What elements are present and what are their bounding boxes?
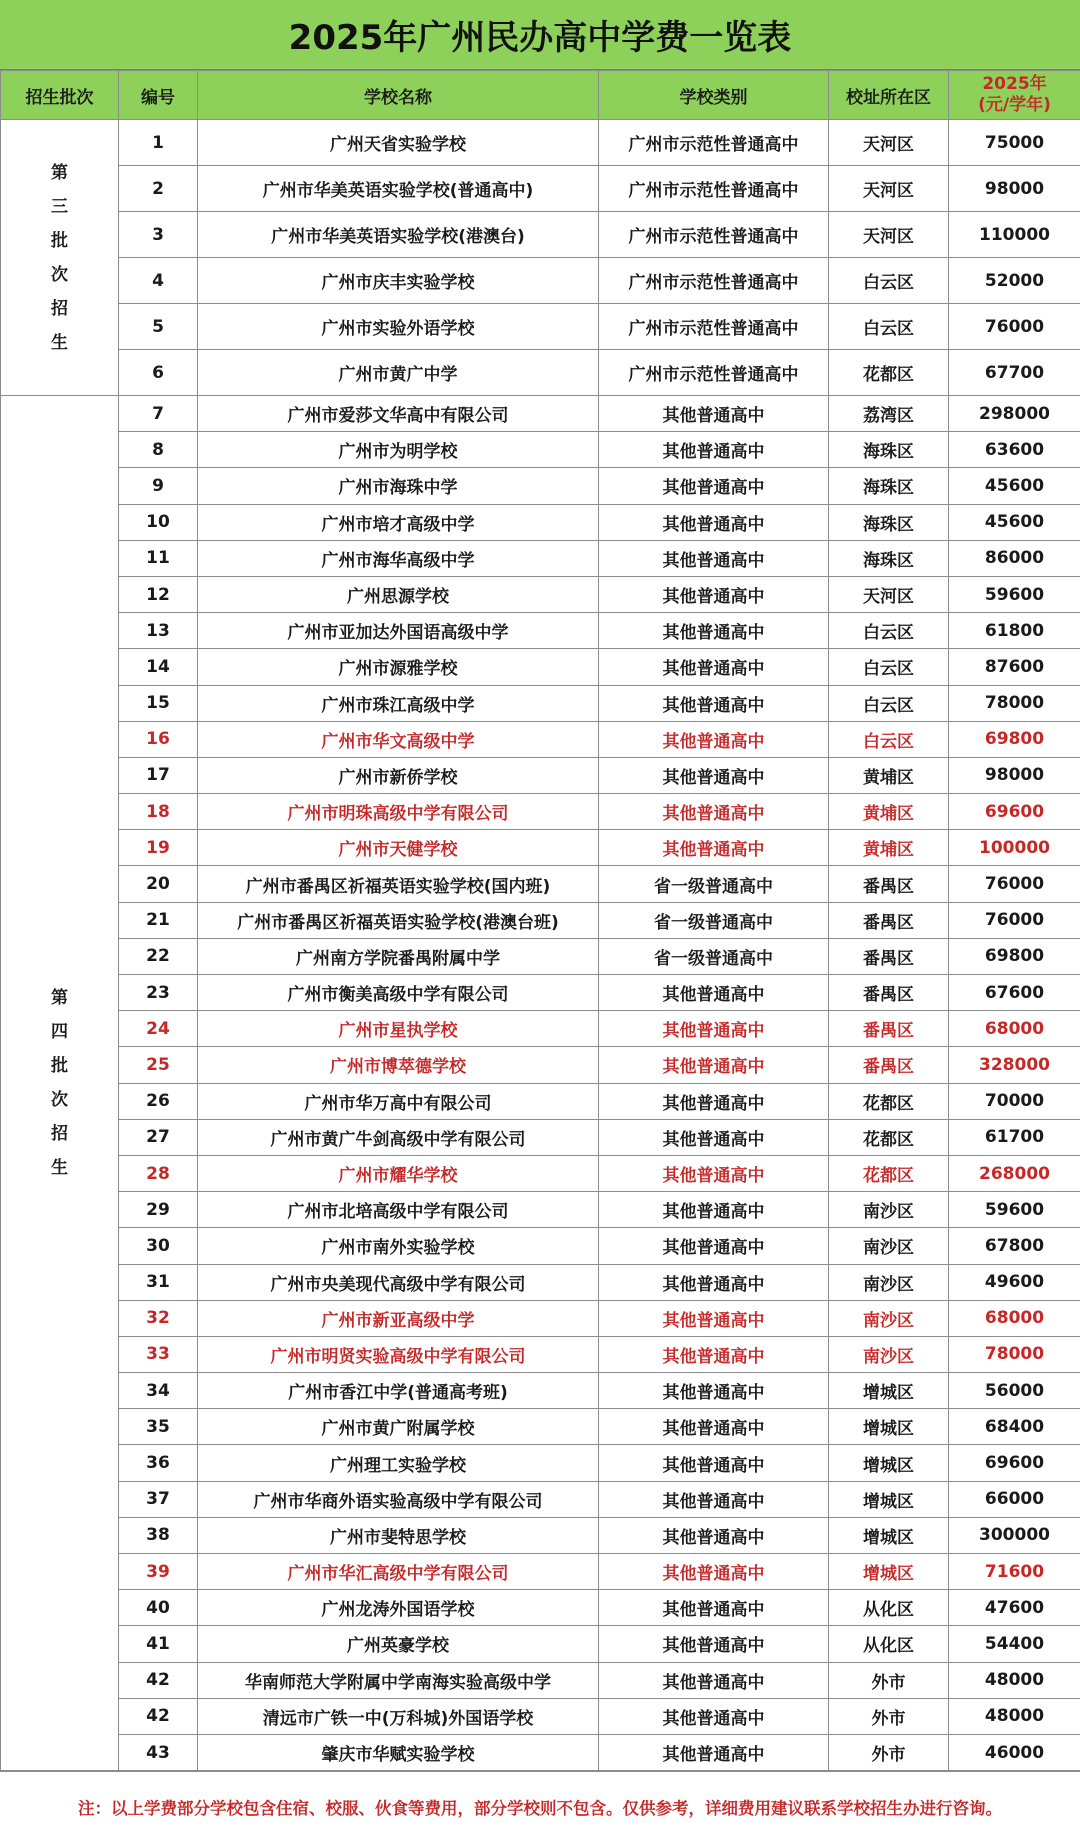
batch-char: 批 xyxy=(51,230,68,251)
table-row xyxy=(1,1626,1080,1662)
cell-district: 外市 xyxy=(829,1698,949,1734)
table-row xyxy=(1,1481,1080,1517)
table-row xyxy=(1,1554,1080,1590)
cell-school-type: 其他普通高中 xyxy=(599,1554,829,1590)
batch-char: 第 xyxy=(51,988,68,1009)
table-row xyxy=(1,1590,1080,1626)
cell-school-name: 广州市实验外语学校 xyxy=(198,304,599,350)
table-row xyxy=(1,1734,1080,1770)
table-row xyxy=(1,685,1080,721)
cell-school-name: 广州市庆丰实验学校 xyxy=(198,258,599,304)
cell-school-name: 广州市爱莎文华高中有限公司 xyxy=(198,396,599,432)
table-row xyxy=(1,1373,1080,1409)
cell-district: 增城区 xyxy=(829,1554,949,1590)
cell-district: 天河区 xyxy=(829,576,949,612)
cell-school-type: 省一级普通高中 xyxy=(599,866,829,902)
header-district: 校址所在区 xyxy=(829,71,949,120)
cell-district: 增城区 xyxy=(829,1445,949,1481)
cell-school-name: 广州市博萃德学校 xyxy=(198,1047,599,1083)
table-row xyxy=(1,540,1080,576)
cell-school-type: 其他普通高中 xyxy=(599,1626,829,1662)
cell-school-name: 广州市番禺区祈福英语实验学校(国内班) xyxy=(198,866,599,902)
table-row xyxy=(1,1662,1080,1698)
cell-district: 天河区 xyxy=(829,212,949,258)
table-row xyxy=(1,432,1080,468)
cell-school-type: 其他普通高中 xyxy=(599,1192,829,1228)
cell-school-name: 广州市华美英语实验学校(普通高中) xyxy=(198,166,599,212)
cell-number: 43 xyxy=(119,1734,198,1770)
cell-number: 38 xyxy=(119,1517,198,1553)
cell-district: 白云区 xyxy=(829,613,949,649)
cell-number: 21 xyxy=(119,902,198,938)
cell-fee: 69600 xyxy=(949,1445,1080,1481)
cell-number: 27 xyxy=(119,1119,198,1155)
table-header-row xyxy=(1,71,1080,120)
cell-fee: 298000 xyxy=(949,396,1080,432)
cell-district: 海珠区 xyxy=(829,468,949,504)
cell-school-name: 广州市香江中学(普通高考班) xyxy=(198,1373,599,1409)
cell-fee: 45600 xyxy=(949,504,1080,540)
cell-school-type: 其他普通高中 xyxy=(599,1300,829,1336)
cell-school-name: 广州市北培高级中学有限公司 xyxy=(198,1192,599,1228)
cell-number: 23 xyxy=(119,975,198,1011)
cell-fee: 76000 xyxy=(949,304,1080,350)
cell-school-name: 广州龙涛外国语学校 xyxy=(198,1590,599,1626)
cell-number: 22 xyxy=(119,938,198,974)
cell-number: 28 xyxy=(119,1155,198,1191)
cell-school-type: 广州市示范性普通高中 xyxy=(599,258,829,304)
table-row xyxy=(1,1047,1080,1083)
cell-school-type: 其他普通高中 xyxy=(599,794,829,830)
table-row xyxy=(1,902,1080,938)
cell-school-type: 其他普通高中 xyxy=(599,468,829,504)
header-school-type: 学校类别 xyxy=(599,71,829,120)
cell-number: 15 xyxy=(119,685,198,721)
batch-char: 生 xyxy=(51,1158,68,1179)
table-row xyxy=(1,396,1080,432)
cell-district: 南沙区 xyxy=(829,1192,949,1228)
cell-school-name: 广州市新侨学校 xyxy=(198,757,599,793)
cell-fee: 328000 xyxy=(949,1047,1080,1083)
cell-number: 17 xyxy=(119,757,198,793)
batch-char: 批 xyxy=(51,1056,68,1077)
cell-fee: 78000 xyxy=(949,685,1080,721)
table-row xyxy=(1,1155,1080,1191)
cell-district: 黄埔区 xyxy=(829,757,949,793)
page-title: 2025年广州民办高中学费一览表 xyxy=(0,0,1080,70)
cell-school-type: 其他普通高中 xyxy=(599,1698,829,1734)
cell-school-type: 其他普通高中 xyxy=(599,1264,829,1300)
cell-district: 海珠区 xyxy=(829,540,949,576)
cell-district: 南沙区 xyxy=(829,1228,949,1264)
cell-fee: 76000 xyxy=(949,866,1080,902)
cell-district: 黄埔区 xyxy=(829,794,949,830)
table-row xyxy=(1,468,1080,504)
cell-district: 番禺区 xyxy=(829,938,949,974)
cell-school-type: 其他普通高中 xyxy=(599,1011,829,1047)
cell-number: 12 xyxy=(119,576,198,612)
table-row xyxy=(1,166,1080,212)
cell-fee: 68000 xyxy=(949,1011,1080,1047)
cell-school-type: 广州市示范性普通高中 xyxy=(599,350,829,396)
cell-fee: 47600 xyxy=(949,1590,1080,1626)
cell-district: 南沙区 xyxy=(829,1264,949,1300)
cell-district: 增城区 xyxy=(829,1517,949,1553)
cell-school-type: 其他普通高中 xyxy=(599,649,829,685)
cell-district: 番禺区 xyxy=(829,902,949,938)
cell-school-type: 其他普通高中 xyxy=(599,1409,829,1445)
cell-school-name: 广州市为明学校 xyxy=(198,432,599,468)
table-row xyxy=(1,1517,1080,1553)
cell-school-type: 其他普通高中 xyxy=(599,432,829,468)
cell-fee: 56000 xyxy=(949,1373,1080,1409)
cell-district: 外市 xyxy=(829,1662,949,1698)
cell-school-name: 广州市华万高中有限公司 xyxy=(198,1083,599,1119)
cell-district: 白云区 xyxy=(829,649,949,685)
cell-district: 番禺区 xyxy=(829,1047,949,1083)
cell-number: 16 xyxy=(119,721,198,757)
header-batch: 招生批次 xyxy=(1,71,119,120)
header-number: 编号 xyxy=(119,71,198,120)
table-row xyxy=(1,576,1080,612)
cell-school-type: 其他普通高中 xyxy=(599,1228,829,1264)
cell-fee: 87600 xyxy=(949,649,1080,685)
cell-school-type: 其他普通高中 xyxy=(599,1445,829,1481)
batch-char: 生 xyxy=(51,332,68,353)
batch-char: 招 xyxy=(51,1124,68,1145)
cell-school-name: 广州理工实验学校 xyxy=(198,1445,599,1481)
cell-number: 30 xyxy=(119,1228,198,1264)
cell-fee: 71600 xyxy=(949,1554,1080,1590)
header-fee-unit: (元/学年) xyxy=(978,95,1051,115)
cell-school-name: 广州市华文高级中学 xyxy=(198,721,599,757)
header-school-name: 学校名称 xyxy=(198,71,599,120)
cell-school-type: 其他普通高中 xyxy=(599,1517,829,1553)
cell-district: 花都区 xyxy=(829,350,949,396)
table-row xyxy=(1,1698,1080,1734)
cell-number: 1 xyxy=(119,120,198,166)
cell-school-name: 广州思源学校 xyxy=(198,576,599,612)
batch-char: 招 xyxy=(51,298,68,319)
cell-number: 39 xyxy=(119,1554,198,1590)
cell-district: 花都区 xyxy=(829,1155,949,1191)
cell-fee: 61800 xyxy=(949,613,1080,649)
cell-school-name: 广州市珠江高级中学 xyxy=(198,685,599,721)
table-row xyxy=(1,1192,1080,1228)
table-row xyxy=(1,1083,1080,1119)
cell-school-name: 广州市星执学校 xyxy=(198,1011,599,1047)
cell-school-type: 广州市示范性普通高中 xyxy=(599,304,829,350)
cell-school-name: 广州英豪学校 xyxy=(198,1626,599,1662)
cell-fee: 67800 xyxy=(949,1228,1080,1264)
table-row xyxy=(1,794,1080,830)
batch-char: 第 xyxy=(51,162,68,183)
cell-fee: 76000 xyxy=(949,902,1080,938)
cell-fee: 268000 xyxy=(949,1155,1080,1191)
cell-school-name: 广州市南外实验学校 xyxy=(198,1228,599,1264)
cell-district: 黄埔区 xyxy=(829,830,949,866)
cell-number: 14 xyxy=(119,649,198,685)
table-row xyxy=(1,830,1080,866)
cell-school-type: 省一级普通高中 xyxy=(599,938,829,974)
cell-district: 白云区 xyxy=(829,721,949,757)
cell-school-type: 其他普通高中 xyxy=(599,1047,829,1083)
cell-number: 13 xyxy=(119,613,198,649)
cell-district: 番禺区 xyxy=(829,1011,949,1047)
table-row xyxy=(1,120,1080,166)
cell-school-type: 其他普通高中 xyxy=(599,975,829,1011)
cell-school-name: 广州市海珠中学 xyxy=(198,468,599,504)
cell-fee: 69800 xyxy=(949,938,1080,974)
cell-fee: 78000 xyxy=(949,1336,1080,1372)
cell-number: 19 xyxy=(119,830,198,866)
cell-school-type: 其他普通高中 xyxy=(599,757,829,793)
cell-school-name: 广州市华商外语实验高级中学有限公司 xyxy=(198,1481,599,1517)
cell-school-type: 省一级普通高中 xyxy=(599,902,829,938)
cell-fee: 67700 xyxy=(949,350,1080,396)
table-row xyxy=(1,721,1080,757)
table-row xyxy=(1,1264,1080,1300)
cell-school-name: 广州市斐特思学校 xyxy=(198,1517,599,1553)
cell-district: 从化区 xyxy=(829,1590,949,1626)
cell-fee: 49600 xyxy=(949,1264,1080,1300)
cell-school-type: 广州市示范性普通高中 xyxy=(599,166,829,212)
cell-fee: 48000 xyxy=(949,1662,1080,1698)
cell-number: 37 xyxy=(119,1481,198,1517)
cell-fee: 68400 xyxy=(949,1409,1080,1445)
cell-school-name: 广州市源雅学校 xyxy=(198,649,599,685)
cell-school-name: 广州市明贤实验高级中学有限公司 xyxy=(198,1336,599,1372)
cell-school-type: 其他普通高中 xyxy=(599,1336,829,1372)
cell-school-type: 其他普通高中 xyxy=(599,1662,829,1698)
cell-district: 增城区 xyxy=(829,1409,949,1445)
table-row xyxy=(1,938,1080,974)
cell-number: 29 xyxy=(119,1192,198,1228)
cell-district: 从化区 xyxy=(829,1626,949,1662)
cell-school-name: 广州市培才高级中学 xyxy=(198,504,599,540)
cell-fee: 75000 xyxy=(949,120,1080,166)
cell-school-name: 广州市黄广牛剑高级中学有限公司 xyxy=(198,1119,599,1155)
cell-fee: 63600 xyxy=(949,432,1080,468)
cell-number: 36 xyxy=(119,1445,198,1481)
cell-school-type: 广州市示范性普通高中 xyxy=(599,120,829,166)
table-row xyxy=(1,1445,1080,1481)
fee-table xyxy=(0,70,1080,1771)
cell-school-name: 华南师范大学附属中学南海实验高级中学 xyxy=(198,1662,599,1698)
cell-fee: 54400 xyxy=(949,1626,1080,1662)
cell-district: 白云区 xyxy=(829,304,949,350)
cell-number: 8 xyxy=(119,432,198,468)
header-fee-year: 2025年 xyxy=(982,74,1047,94)
cell-district: 番禺区 xyxy=(829,866,949,902)
cell-number: 24 xyxy=(119,1011,198,1047)
cell-district: 白云区 xyxy=(829,258,949,304)
cell-school-type: 其他普通高中 xyxy=(599,1590,829,1626)
table-row xyxy=(1,1336,1080,1372)
cell-school-type: 其他普通高中 xyxy=(599,1083,829,1119)
batch-cell xyxy=(1,396,119,1771)
cell-school-name: 广州天省实验学校 xyxy=(198,120,599,166)
cell-district: 增城区 xyxy=(829,1481,949,1517)
cell-fee: 110000 xyxy=(949,212,1080,258)
cell-fee: 45600 xyxy=(949,468,1080,504)
cell-school-type: 其他普通高中 xyxy=(599,1481,829,1517)
cell-district: 天河区 xyxy=(829,120,949,166)
cell-fee: 86000 xyxy=(949,540,1080,576)
cell-school-name: 广州市央美现代高级中学有限公司 xyxy=(198,1264,599,1300)
batch-char: 次 xyxy=(51,264,68,285)
cell-district: 南沙区 xyxy=(829,1300,949,1336)
batch-char: 四 xyxy=(51,1022,68,1043)
cell-district: 荔湾区 xyxy=(829,396,949,432)
cell-school-type: 其他普通高中 xyxy=(599,830,829,866)
cell-fee: 48000 xyxy=(949,1698,1080,1734)
cell-school-name: 广州市天健学校 xyxy=(198,830,599,866)
cell-school-name: 广州市黄广附属学校 xyxy=(198,1409,599,1445)
cell-school-name: 广州市衡美高级中学有限公司 xyxy=(198,975,599,1011)
cell-number: 33 xyxy=(119,1336,198,1372)
cell-fee: 59600 xyxy=(949,576,1080,612)
cell-number: 18 xyxy=(119,794,198,830)
cell-fee: 46000 xyxy=(949,1734,1080,1770)
cell-fee: 300000 xyxy=(949,1517,1080,1553)
table-body xyxy=(1,120,1080,1771)
table-row xyxy=(1,975,1080,1011)
table-row xyxy=(1,212,1080,258)
cell-number: 10 xyxy=(119,504,198,540)
cell-school-name: 广州市华汇高级中学有限公司 xyxy=(198,1554,599,1590)
table-row xyxy=(1,757,1080,793)
batch-char: 次 xyxy=(51,1090,68,1111)
cell-school-type: 其他普通高中 xyxy=(599,540,829,576)
cell-number: 40 xyxy=(119,1590,198,1626)
cell-number: 41 xyxy=(119,1626,198,1662)
cell-school-name: 广州市华美英语实验学校(港澳台) xyxy=(198,212,599,258)
cell-school-type: 其他普通高中 xyxy=(599,685,829,721)
cell-number: 9 xyxy=(119,468,198,504)
table-row xyxy=(1,258,1080,304)
cell-number: 5 xyxy=(119,304,198,350)
cell-number: 26 xyxy=(119,1083,198,1119)
cell-fee: 59600 xyxy=(949,1192,1080,1228)
table-row xyxy=(1,1409,1080,1445)
cell-school-type: 其他普通高中 xyxy=(599,613,829,649)
cell-fee: 98000 xyxy=(949,166,1080,212)
batch-cell xyxy=(1,120,119,396)
table-row xyxy=(1,304,1080,350)
batch-char: 三 xyxy=(51,196,68,217)
table-row xyxy=(1,504,1080,540)
cell-fee: 68000 xyxy=(949,1300,1080,1336)
cell-school-name: 广州市海华高级中学 xyxy=(198,540,599,576)
cell-number: 4 xyxy=(119,258,198,304)
footnote: 注：以上学费部分学校包含住宿、校服、伙食等费用，部分学校则不包含。仅供参考，详细费用建议联系学校招生办进行咨询。 xyxy=(0,1771,1080,1841)
cell-district: 花都区 xyxy=(829,1119,949,1155)
cell-school-name: 广州市明珠高级中学有限公司 xyxy=(198,794,599,830)
cell-fee: 69800 xyxy=(949,721,1080,757)
cell-number: 11 xyxy=(119,540,198,576)
cell-school-name: 广州市亚加达外国语高级中学 xyxy=(198,613,599,649)
table-row xyxy=(1,1228,1080,1264)
cell-number: 31 xyxy=(119,1264,198,1300)
cell-school-type: 广州市示范性普通高中 xyxy=(599,212,829,258)
cell-district: 白云区 xyxy=(829,685,949,721)
cell-fee: 100000 xyxy=(949,830,1080,866)
cell-school-name: 广州市番禺区祈福英语实验学校(港澳台班) xyxy=(198,902,599,938)
table-row xyxy=(1,613,1080,649)
cell-number: 32 xyxy=(119,1300,198,1336)
cell-number: 34 xyxy=(119,1373,198,1409)
cell-district: 天河区 xyxy=(829,166,949,212)
cell-number: 7 xyxy=(119,396,198,432)
cell-school-type: 其他普通高中 xyxy=(599,721,829,757)
cell-number: 6 xyxy=(119,350,198,396)
cell-number: 3 xyxy=(119,212,198,258)
cell-school-type: 其他普通高中 xyxy=(599,576,829,612)
cell-school-name: 肇庆市华赋实验学校 xyxy=(198,1734,599,1770)
cell-fee: 66000 xyxy=(949,1481,1080,1517)
cell-school-name: 广州市新亚高级中学 xyxy=(198,1300,599,1336)
table-row xyxy=(1,649,1080,685)
cell-district: 南沙区 xyxy=(829,1336,949,1372)
cell-district: 外市 xyxy=(829,1734,949,1770)
cell-fee: 70000 xyxy=(949,1083,1080,1119)
cell-district: 海珠区 xyxy=(829,432,949,468)
cell-number: 42 xyxy=(119,1698,198,1734)
cell-fee: 61700 xyxy=(949,1119,1080,1155)
cell-fee: 52000 xyxy=(949,258,1080,304)
cell-district: 番禺区 xyxy=(829,975,949,1011)
cell-school-type: 其他普通高中 xyxy=(599,1734,829,1770)
cell-fee: 67600 xyxy=(949,975,1080,1011)
cell-fee: 98000 xyxy=(949,757,1080,793)
table-row xyxy=(1,350,1080,396)
header-fee xyxy=(949,71,1080,120)
cell-school-type: 其他普通高中 xyxy=(599,504,829,540)
table-row xyxy=(1,1300,1080,1336)
cell-school-type: 其他普通高中 xyxy=(599,1119,829,1155)
cell-number: 25 xyxy=(119,1047,198,1083)
table-row xyxy=(1,866,1080,902)
cell-district: 增城区 xyxy=(829,1373,949,1409)
cell-fee: 69600 xyxy=(949,794,1080,830)
cell-school-type: 其他普通高中 xyxy=(599,1373,829,1409)
table-row xyxy=(1,1119,1080,1155)
cell-school-name: 广州市耀华学校 xyxy=(198,1155,599,1191)
cell-school-type: 其他普通高中 xyxy=(599,1155,829,1191)
cell-school-name: 广州市黄广中学 xyxy=(198,350,599,396)
cell-school-type: 其他普通高中 xyxy=(599,396,829,432)
cell-number: 42 xyxy=(119,1662,198,1698)
cell-district: 海珠区 xyxy=(829,504,949,540)
cell-number: 2 xyxy=(119,166,198,212)
table-row xyxy=(1,1011,1080,1047)
cell-district: 花都区 xyxy=(829,1083,949,1119)
cell-number: 20 xyxy=(119,866,198,902)
cell-school-name: 清远市广铁一中(万科城)外国语学校 xyxy=(198,1698,599,1734)
cell-number: 35 xyxy=(119,1409,198,1445)
cell-school-name: 广州南方学院番禺附属中学 xyxy=(198,938,599,974)
